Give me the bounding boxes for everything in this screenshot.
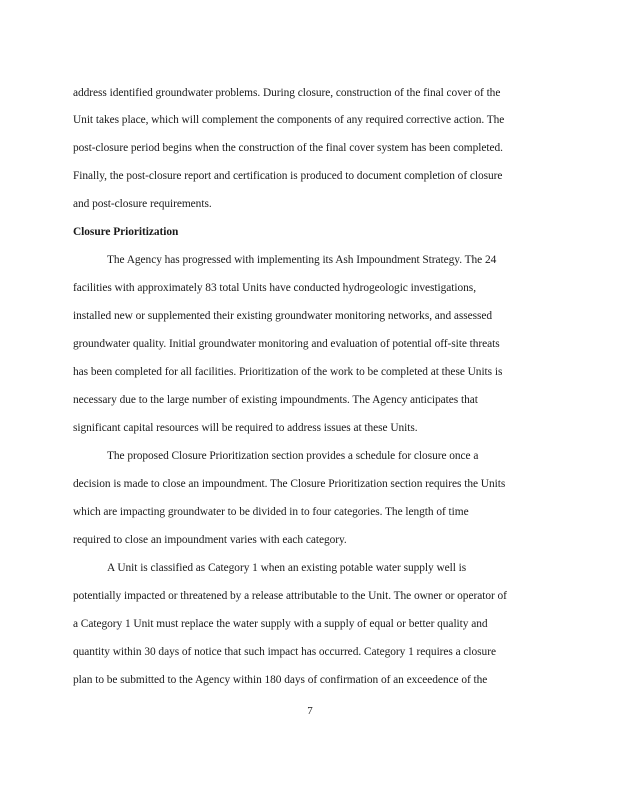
paragraph-4-line-3: a Category 1 Unit must replace the water supply with a supply of equal or better quality and: [73, 618, 488, 630]
paragraph-3-line-3: which are impacting groundwater to be divided in to four categories. The length of time: [73, 506, 469, 518]
paragraph-1-line-4: Finally, the post-closure report and certification is produced to document completion of closure: [73, 170, 503, 182]
paragraph-3-line-4: required to close an impoundment varies with each category.: [73, 534, 347, 546]
paragraph-4-line-1: A Unit is classified as Category 1 when an existing potable water supply well is: [107, 562, 467, 574]
paragraph-1-line-1: address identified groundwater problems. During closure, construction of the final cover of the: [73, 87, 501, 99]
paragraph-3-line-1: The proposed Closure Prioritization section provides a schedule for closure once a: [107, 450, 479, 462]
paragraph-2-line-6: necessary due to the large number of existing impoundments. The Agency anticipates that: [73, 394, 478, 406]
paragraph-2-line-1: The Agency has progressed with implementing its Ash Impoundment Strategy. The 24: [107, 254, 497, 266]
section-heading: Closure Prioritization: [73, 226, 179, 238]
paragraph-4-line-2: potentially impacted or threatened by a release attributable to the Unit. The owner or operator of: [73, 590, 507, 602]
paragraph-1-line-3: post-closure period begins when the construction of the final cover system has been completed.: [73, 142, 503, 154]
paragraph-2-line-5: has been completed for all facilities. Prioritization of the work to be completed at these Units is: [73, 366, 503, 378]
paragraph-4-line-4: quantity within 30 days of notice that such impact has occurred. Category 1 requires a closure: [73, 646, 496, 658]
paragraph-3-line-2: decision is made to close an impoundment. The Closure Prioritization section requires the Units: [73, 478, 506, 490]
paragraph-2-line-7: significant capital resources will be required to address issues at these Units.: [73, 422, 418, 434]
paragraph-2-line-4: groundwater quality. Initial groundwater monitoring and evaluation of potential off-site threats: [73, 338, 500, 350]
paragraph-4-line-5: plan to be submitted to the Agency within 180 days of confirmation of an exceedence of the: [73, 674, 488, 686]
page-number: 7: [307, 705, 313, 717]
paragraph-1-line-5: and post-closure requirements.: [73, 198, 212, 210]
paragraph-1-line-2: Unit takes place, which will complement the components of any required corrective action. The: [73, 114, 505, 126]
paragraph-2-line-2: facilities with approximately 83 total Units have conducted hydrogeologic investigations,: [73, 282, 476, 294]
paragraph-2-line-3: installed new or supplemented their existing groundwater monitoring networks, and assessed: [73, 310, 493, 322]
